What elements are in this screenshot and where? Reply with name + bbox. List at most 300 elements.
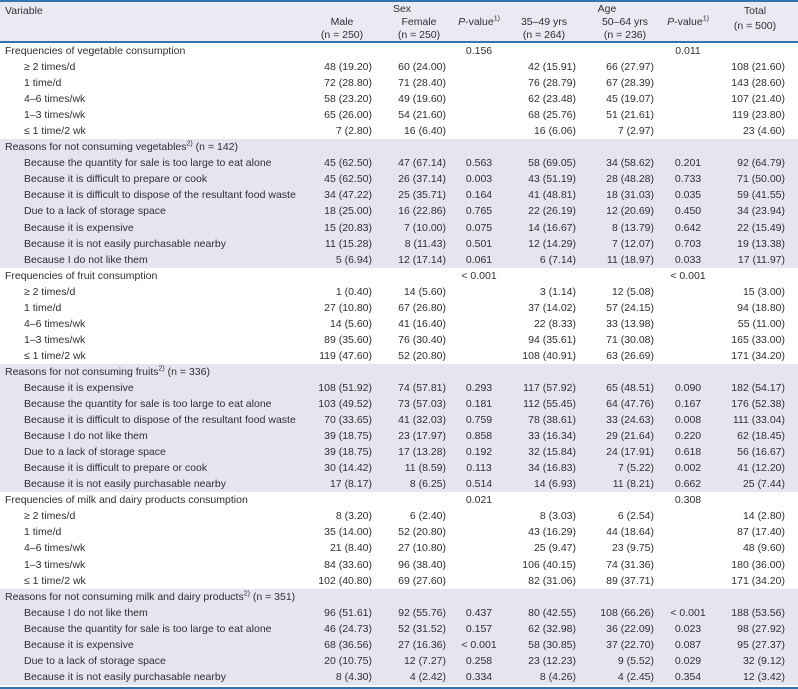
row-label: 1 time/d (24, 526, 62, 539)
cell-age-50-64: 71 (30.08) (606, 333, 654, 346)
cell-age-35-49: 94 (35.61) (528, 333, 576, 346)
cell-male: 72 (28.80) (324, 77, 372, 90)
cell-pvalue-sex (456, 589, 502, 605)
empty-cell (712, 364, 798, 380)
cell-total: 94 (18.80) (737, 301, 785, 314)
row-label: 4–6 times/wk (24, 317, 86, 330)
section-title-superscript: 2) (186, 140, 193, 148)
cell-pvalue-age (664, 316, 712, 332)
cell-pvalue-age: 0.201 (674, 157, 702, 170)
cell-pvalue-sex: < 0.001 (461, 269, 497, 282)
cell-total: 14 (2.80) (742, 510, 785, 523)
table-row (0, 203, 798, 219)
cell-pvalue-age: 0.002 (674, 462, 702, 475)
group-label-sex: Sex (392, 3, 412, 15)
col-header-age-50-64 (586, 16, 664, 41)
cell-pvalue-sex (456, 332, 502, 348)
empty-cell (712, 268, 798, 284)
cell-male: 30 (14.42) (324, 462, 372, 475)
col-header-pvalue-age (664, 16, 712, 41)
cell-pvalue-sex: 0.563 (465, 157, 493, 170)
cell-pvalue-sex (456, 123, 502, 139)
table-row (0, 187, 798, 203)
pvalue-footnote-mark: 1) (702, 15, 709, 23)
cell-pvalue-sex: 0.258 (465, 654, 493, 667)
row-label: ≥ 2 times/d (24, 510, 76, 523)
empty-cell (302, 364, 382, 380)
table-row (0, 396, 798, 412)
row-label: ≥ 2 times/d (24, 285, 76, 298)
cell-female: 26 (37.14) (398, 173, 446, 186)
cell-age-50-64: 37 (22.70) (606, 638, 654, 651)
cell-pvalue-sex: 0.501 (465, 237, 493, 250)
row-label: Because it is not easily purchasable nearby (24, 237, 226, 250)
cell-pvalue-sex: 0.157 (465, 622, 493, 635)
cell-age-35-49: 32 (15.84) (528, 446, 576, 459)
cell-pvalue-sex: 0.437 (465, 606, 493, 619)
cell-pvalue-age (664, 123, 712, 139)
row-label: ≤ 1 time/2 wk (24, 349, 86, 362)
cell-male: 45 (62.50) (324, 157, 372, 170)
pvalue-italic-p: P (667, 16, 675, 28)
cell-age-50-64: 29 (21.64) (606, 430, 654, 443)
row-label: Because it is expensive (24, 221, 134, 234)
cell-age-35-49: 68 (25.76) (528, 109, 576, 122)
section-title-text: Reasons for not consuming vegetables (5, 141, 187, 154)
pvalue-italic-p: P (458, 16, 466, 28)
cell-age-35-49: 42 (15.91) (528, 61, 576, 74)
cell-female: 96 (38.40) (398, 558, 446, 571)
cell-age-35-49: 41 (48.81) (528, 189, 576, 202)
total-label: Total (743, 5, 767, 17)
cell-age-50-64: 64 (47.76) (606, 398, 654, 411)
section-row (0, 268, 798, 284)
cell-pvalue-age: 0.220 (674, 430, 702, 443)
cell-pvalue-age (664, 540, 712, 556)
cell-pvalue-age (664, 284, 712, 300)
section-n-count: (n = 351) (249, 590, 296, 603)
cell-pvalue-age (664, 300, 712, 316)
cell-female: 25 (35.71) (398, 189, 446, 202)
group-label-age: Age (597, 3, 617, 15)
table-row (0, 348, 798, 364)
section-n-count: (n = 336) (164, 365, 210, 378)
empty-cell (302, 268, 382, 284)
cell-pvalue-sex (456, 300, 502, 316)
row-label: Due to a lack of storage space (24, 446, 166, 459)
empty-cell (382, 139, 456, 155)
male-n: (n = 250) (320, 28, 364, 41)
cell-age-50-64: 6 (2.54) (617, 510, 654, 523)
section-title-text: Reasons for not consuming milk and dairy products (5, 590, 244, 603)
row-label: Because the quantity for sale is too large to eat alone (24, 157, 272, 170)
cell-male: 68 (36.56) (324, 638, 372, 651)
table-row (0, 380, 798, 396)
table-row (0, 540, 798, 556)
cell-total: 182 (54.17) (731, 381, 785, 394)
cell-total: 17 (11.97) (737, 253, 785, 266)
pvalue-rest: -value (465, 16, 494, 28)
cell-age-50-64: 51 (21.61) (606, 109, 654, 122)
cell-male: 11 (15.28) (324, 237, 372, 250)
cell-age-35-49: 3 (1.14) (539, 285, 576, 298)
cell-pvalue-age (664, 139, 712, 155)
cell-pvalue-sex: < 0.001 (461, 638, 497, 651)
cell-total: 143 (28.60) (731, 77, 785, 90)
cell-pvalue-sex (456, 59, 502, 75)
empty-cell (502, 589, 586, 605)
table-row (0, 75, 798, 91)
section-title (0, 492, 302, 508)
cell-total: 62 (18.45) (737, 430, 785, 443)
cell-pvalue-age (664, 524, 712, 540)
cell-pvalue-age: 0.618 (674, 446, 702, 459)
cell-age-50-64: 18 (31.03) (606, 189, 654, 202)
cell-pvalue-age: 0.662 (674, 478, 702, 491)
cell-pvalue-sex (456, 91, 502, 107)
cell-total: 48 (9.60) (742, 542, 785, 555)
cell-total: 34 (23.94) (737, 205, 785, 218)
cell-total: 55 (11.00) (737, 317, 785, 330)
col-group-age (502, 2, 712, 41)
cell-pvalue-sex: 0.164 (465, 189, 493, 202)
cell-pvalue-age: 0.011 (675, 45, 701, 57)
cell-female: 69 (27.60) (398, 574, 446, 587)
cell-age-50-64: 24 (17.91) (606, 446, 654, 459)
table-row (0, 653, 798, 669)
cell-age-35-49: 22 (26.19) (528, 205, 576, 218)
cell-pvalue-age (664, 91, 712, 107)
cell-female: 92 (55.76) (398, 606, 446, 619)
cell-age-35-49: 82 (31.06) (528, 574, 576, 587)
table-row (0, 316, 798, 332)
cell-age-50-64: 12 (20.69) (606, 205, 654, 218)
cell-female: 52 (31.52) (398, 622, 446, 635)
cell-pvalue-age: 0.087 (674, 638, 702, 651)
cell-pvalue-sex (456, 557, 502, 573)
row-label: Because the quantity for sale is too large to eat alone (24, 622, 272, 635)
cell-male: 96 (51.61) (324, 606, 372, 619)
empty-cell (382, 364, 456, 380)
section-title-superscript: 2) (243, 590, 250, 598)
section-title-text: Frequencies of milk and dairy products consumption (5, 494, 248, 507)
cell-age-50-64: 33 (13.98) (606, 317, 654, 330)
empty-cell (502, 364, 586, 380)
section-row (0, 589, 798, 605)
cell-age-50-64: 74 (31.36) (606, 558, 654, 571)
row-label: 4–6 times/wk (24, 93, 86, 106)
cell-age-35-49: 12 (14.29) (528, 237, 576, 250)
cell-age-35-49: 16 (6.06) (533, 125, 576, 138)
table-row (0, 460, 798, 476)
table-row (0, 444, 798, 460)
cell-pvalue-sex (456, 573, 502, 589)
cell-pvalue-sex: 0.858 (465, 430, 493, 443)
cell-pvalue-sex: 0.181 (465, 398, 493, 411)
cell-male: 45 (62.50) (324, 173, 372, 186)
cell-age-35-49: 6 (7.14) (539, 253, 576, 266)
cell-age-35-49: 37 (14.02) (528, 301, 576, 314)
cell-pvalue-age: 0.642 (674, 221, 702, 234)
cell-age-50-64: 23 (9.75) (611, 542, 654, 555)
cell-age-50-64: 44 (18.64) (606, 526, 654, 539)
cell-male: 21 (8.40) (329, 542, 372, 555)
cell-total: 95 (27.37) (737, 638, 785, 651)
cell-pvalue-sex (456, 540, 502, 556)
row-label: Because it is difficult to prepare or cook (24, 173, 208, 186)
cell-pvalue-sex (456, 107, 502, 123)
cell-pvalue-age: 0.167 (674, 398, 702, 411)
cell-pvalue-sex: 0.293 (465, 381, 493, 394)
col-header-total (712, 2, 798, 41)
section-title (0, 364, 302, 380)
table-row (0, 573, 798, 589)
cell-male: 35 (14.00) (324, 526, 372, 539)
empty-cell (382, 43, 456, 59)
cell-pvalue-age (664, 364, 712, 380)
cell-male: 17 (8.17) (329, 478, 372, 491)
cell-female: 4 (2.42) (409, 670, 446, 683)
cell-age-35-49: 43 (16.29) (528, 526, 576, 539)
cell-male: 1 (0.40) (335, 285, 372, 298)
cell-pvalue-sex (456, 316, 502, 332)
cell-male: 70 (33.65) (324, 414, 372, 427)
female-label: Female (401, 16, 437, 28)
cell-total: 23 (4.60) (742, 125, 785, 138)
cell-total: 41 (12.20) (737, 462, 785, 475)
section-title (0, 43, 302, 59)
pvalue-rest: -value (674, 16, 703, 28)
cell-age-50-64: 67 (28.39) (606, 77, 654, 90)
cell-female: 23 (17.97) (398, 430, 446, 443)
row-label: Due to a lack of storage space (24, 654, 166, 667)
table-row (0, 428, 798, 444)
row-label: ≥ 2 times/d (24, 61, 76, 74)
section-title (0, 268, 302, 284)
table-row (0, 557, 798, 573)
empty-cell (382, 589, 456, 605)
col-header-male (302, 16, 382, 41)
cell-total: 19 (13.38) (737, 237, 785, 250)
cell-female: 16 (22.86) (398, 205, 446, 218)
cell-total: 119 (23.80) (732, 109, 785, 122)
cell-male: 39 (18.75) (324, 446, 372, 459)
row-label: ≤ 1 time/2 wk (24, 574, 86, 587)
cell-age-50-64: 4 (2.45) (617, 670, 654, 683)
col-header-variable: Variable (5, 5, 43, 17)
cell-age-50-64: 7 (12.07) (611, 237, 654, 250)
row-label: Because it is not easily purchasable nearby (24, 478, 226, 491)
table-row (0, 252, 798, 268)
empty-cell (302, 139, 382, 155)
cell-pvalue-age (664, 508, 712, 524)
section-row (0, 139, 798, 155)
cell-male: 15 (20.83) (324, 221, 372, 234)
cell-male: 27 (10.80) (324, 301, 372, 314)
cell-total: 111 (33.04) (732, 414, 785, 427)
section-title-text: Frequencies of vegetable consumption (5, 45, 186, 57)
cell-female: 73 (57.03) (398, 398, 446, 411)
cell-pvalue-age (664, 107, 712, 123)
cell-pvalue-age: < 0.001 (670, 269, 706, 282)
cell-total: 71 (50.00) (737, 173, 785, 186)
cell-male: 7 (2.80) (335, 125, 372, 138)
cell-age-50-64: 33 (24.63) (606, 414, 654, 427)
table-row (0, 621, 798, 637)
cell-age-50-64: 89 (37.71) (606, 574, 654, 587)
cell-age-35-49: 112 (55.45) (523, 398, 576, 411)
age2-label: 50–64 yrs (601, 16, 649, 28)
age1-label: 35–49 yrs (520, 16, 568, 28)
cell-pvalue-age: 0.308 (674, 494, 702, 507)
section-n-count: (n = 142) (192, 141, 239, 154)
cell-female: 14 (5.60) (403, 285, 446, 298)
cell-age-35-49: 106 (40.15) (522, 558, 576, 571)
cell-pvalue-sex: 0.113 (466, 462, 492, 475)
row-label: Because it is difficult to prepare or cook (24, 462, 208, 475)
cell-age-50-64: 12 (5.08) (611, 285, 654, 298)
cell-pvalue-sex: 0.334 (465, 670, 493, 683)
cell-female: 27 (16.36) (398, 638, 446, 651)
cell-male: 102 (40.80) (318, 574, 372, 587)
cell-pvalue-sex: 0.765 (465, 205, 493, 218)
cell-age-50-64: 8 (13.79) (611, 221, 654, 234)
cell-female: 11 (8.59) (404, 462, 446, 475)
cell-total: 165 (33.00) (731, 333, 785, 346)
empty-cell (712, 492, 798, 508)
cell-age-50-64: 34 (58.62) (606, 157, 654, 170)
cell-female: 6 (2.40) (409, 510, 446, 523)
cell-total: 171 (34.20) (731, 574, 785, 587)
cell-total: 176 (52.38) (731, 398, 785, 411)
cell-female: 17 (13.28) (398, 446, 446, 459)
table-body (0, 43, 798, 685)
cell-female: 71 (28.40) (398, 77, 446, 90)
cell-age-50-64: 65 (48.51) (606, 381, 654, 394)
cell-total: 25 (7.44) (742, 478, 785, 491)
cell-female: 7 (10.00) (403, 221, 446, 234)
cell-pvalue-sex (456, 139, 502, 155)
cell-age-35-49: 78 (38.61) (528, 414, 576, 427)
cell-total: 92 (64.79) (737, 157, 785, 170)
cell-age-35-49: 80 (42.55) (528, 606, 576, 619)
row-label: 1–3 times/wk (24, 333, 86, 346)
cell-age-35-49: 33 (16.34) (528, 430, 576, 443)
cell-age-35-49: 8 (4.26) (539, 670, 576, 683)
table-row (0, 284, 798, 300)
cell-female: 67 (26.80) (398, 301, 446, 314)
empty-cell (586, 492, 664, 508)
col-group-sex (302, 2, 502, 41)
empty-cell (302, 43, 382, 59)
row-label: Because it is not easily purchasable nearby (24, 670, 226, 683)
row-label: Because I do not like them (24, 430, 148, 443)
cell-female: 49 (19.60) (398, 93, 446, 106)
cell-age-35-49: 25 (9.47) (533, 542, 576, 555)
female-n: (n = 250) (397, 28, 441, 41)
empty-cell (302, 589, 382, 605)
table-row (0, 637, 798, 653)
cell-pvalue-sex (456, 524, 502, 540)
section-title (0, 589, 302, 605)
table-row (0, 171, 798, 187)
cell-age-50-64: 45 (19.07) (606, 93, 654, 106)
cell-age-35-49: 62 (23.48) (528, 93, 576, 106)
row-label: ≤ 1 time/2 wk (24, 125, 86, 138)
cell-female: 8 (11.43) (404, 237, 446, 250)
cell-total: 32 (9.12) (742, 654, 785, 667)
row-label: Because it is expensive (24, 381, 134, 394)
cell-pvalue-age: 0.029 (674, 654, 702, 667)
section-row (0, 43, 798, 59)
cell-pvalue-age: 0.090 (674, 381, 702, 394)
empty-cell (586, 268, 664, 284)
pvalue-age-label (664, 16, 712, 29)
empty-cell (586, 364, 664, 380)
table-row (0, 107, 798, 123)
empty-cell (502, 139, 586, 155)
empty-cell (586, 589, 664, 605)
cell-pvalue-age: 0.703 (674, 237, 702, 250)
cell-pvalue-age: < 0.001 (670, 606, 706, 619)
cell-pvalue-age (664, 573, 712, 589)
cell-age-50-64: 11 (8.21) (612, 478, 654, 491)
cell-pvalue-age (664, 589, 712, 605)
cell-pvalue-sex: 0.514 (465, 478, 493, 491)
total-n: (n = 500) (733, 20, 777, 32)
cell-female: 8 (6.25) (409, 478, 446, 491)
empty-cell (502, 268, 586, 284)
cell-pvalue-sex (456, 348, 502, 364)
cell-female: 54 (21.60) (398, 109, 446, 122)
cell-age-35-49: 58 (69.05) (528, 157, 576, 170)
table-row (0, 91, 798, 107)
sex-subheaders (302, 15, 502, 41)
cell-age-50-64: 63 (26.69) (606, 349, 654, 362)
cell-total: 15 (3.00) (742, 285, 785, 298)
section-title-text: Frequencies of fruit consumption (5, 269, 158, 282)
col-header-female (382, 16, 456, 41)
row-label: Due to a lack of storage space (24, 205, 166, 218)
section-title-superscript: 2) (158, 365, 165, 373)
cell-total: 180 (36.00) (731, 558, 785, 571)
cell-age-50-64: 66 (27.97) (606, 61, 654, 74)
cell-female: 27 (10.80) (398, 542, 446, 555)
cell-age-50-64: 36 (22.09) (606, 622, 654, 635)
cell-female: 52 (20.80) (398, 526, 446, 539)
row-label: 1 time/d (24, 301, 62, 314)
col-header-age-35-49 (502, 16, 586, 41)
cell-male: 84 (33.60) (324, 558, 372, 571)
row-label: Because the quantity for sale is too large to eat alone (24, 398, 272, 411)
cell-total: 22 (15.49) (737, 221, 785, 234)
table-row (0, 476, 798, 492)
cell-male: 18 (25.00) (324, 205, 372, 218)
pvalue-footnote-mark: 1) (493, 15, 500, 23)
cell-pvalue-sex (456, 364, 502, 380)
row-label: 1–3 times/wk (24, 558, 86, 571)
cell-male: 89 (35.60) (324, 333, 372, 346)
cell-pvalue-age: 0.450 (674, 205, 702, 218)
cell-pvalue-sex: 0.192 (465, 446, 493, 459)
row-label: 4–6 times/wk (24, 542, 86, 555)
cell-age-35-49: 34 (16.83) (528, 462, 576, 475)
cell-female: 60 (24.00) (398, 61, 446, 74)
cell-male: 39 (18.75) (324, 430, 372, 443)
cell-pvalue-age (664, 332, 712, 348)
cell-pvalue-age: 0.033 (674, 253, 702, 266)
cell-pvalue-age (664, 59, 712, 75)
